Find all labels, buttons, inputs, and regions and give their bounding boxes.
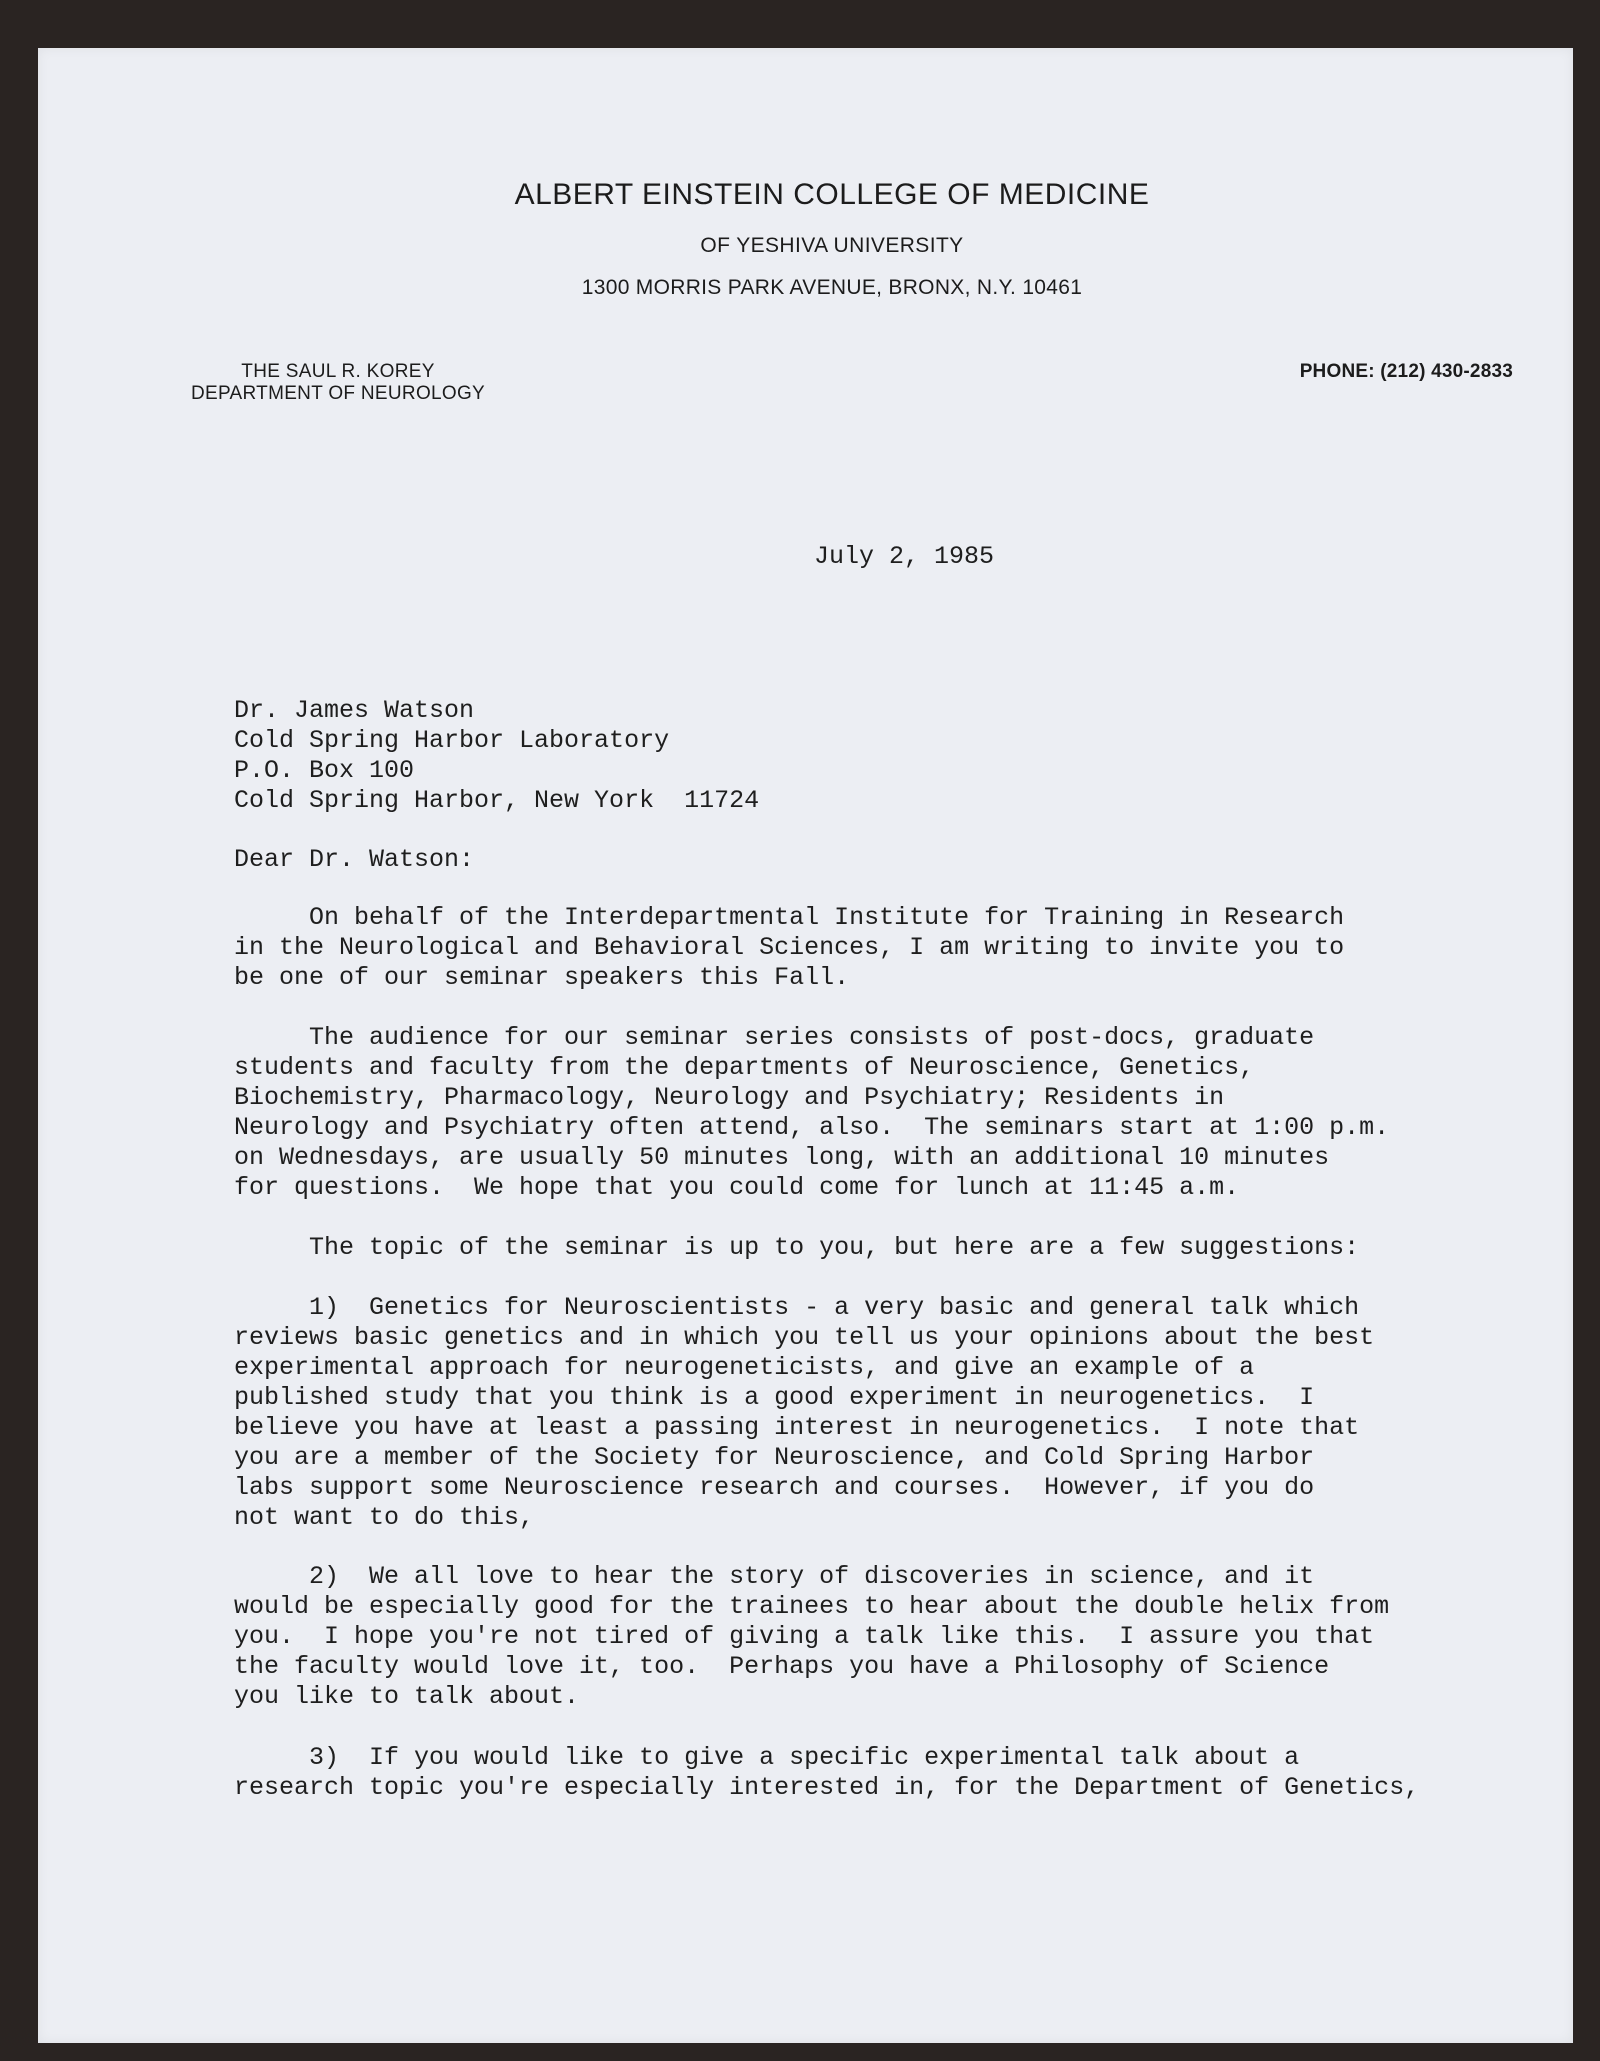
department-block [148,361,528,405]
department-line-2: DEPARTMENT OF NEUROLOGY [190,383,486,404]
recipient-name: Dr. James Watson [234,696,475,725]
letter-date: July 2, 1985 [814,542,995,571]
recipient-organization: Cold Spring Harbor Laboratory [234,726,670,755]
recipient-po-box: P.O. Box 100 [234,756,415,785]
letter-page [38,48,1573,2043]
salutation: Dear Dr. Watson: [234,845,475,874]
department-line-1: THE SAUL R. KOREY [241,361,435,382]
paragraph-invitation: On behalf of the Interdepartmental Institute for Training in Research in the Neurological and Behavioral Sciences, I am writing to invite you to be one of our seminar speakers this Fall. [234,903,1345,992]
paragraph-suggestion-2: 2) We all love to hear the story of discoveries in science, and it would be especially good for the trainees to hear about the double helix from you. I hope you're not tired of giving a talk like this. I assure you that the faculty would love it, too. Perhaps you have a Philosophy of Science you like to talk about. [234,1562,1390,1711]
university-name: OF YESHIVA UNIVERSITY [700,234,964,257]
paragraph-audience: The audience for our seminar series consists of post-docs, graduate students and faculty from the departments of Neuroscience, Genetics, Biochemistry, Pharmacology, Neurology and Psychiatry; Residents in Neurology and Psychiatry often attend, also. The seminars start at 1:00 p.m. on Wednesdays, are usually 50 minutes long, with an additional 10 minutes for questions. We hope that you could come for lunch at 11:45 a.m. [234,1023,1390,1202]
recipient-address [234,696,759,816]
paragraph-suggestion-1: 1) Genetics for Neuroscientists - a very basic and general talk which reviews basic genetics and in which you tell us your opinions about the best experimental approach for neurogeneticists, and give an example of a published study that you think is a good experiment in neurogenetics. I believe you have at least a passing interest in neurogenetics. I note that you are a member of the Society for Neuroscience, and Cold Spring Harbor labs support some Neuroscience research and courses. However, if you do not want to do this, [234,1293,1375,1532]
paragraph-topic-intro: The topic of the seminar is up to you, but here are a few suggestions: [234,1233,1360,1262]
phone-number: PHONE: (212) 430-2833 [1299,361,1513,382]
institution-address: 1300 MORRIS PARK AVENUE, BRONX, N.Y. 10461 [581,276,1083,299]
institution-name: ALBERT EINSTEIN COLLEGE OF MEDICINE [514,178,1150,211]
paragraph-suggestion-3: 3) If you would like to give a specific experimental talk about a research topic you're especially interested in, for the Department of Genetics, [234,1743,1420,1802]
recipient-city-line: Cold Spring Harbor, New York 11724 [234,786,760,815]
